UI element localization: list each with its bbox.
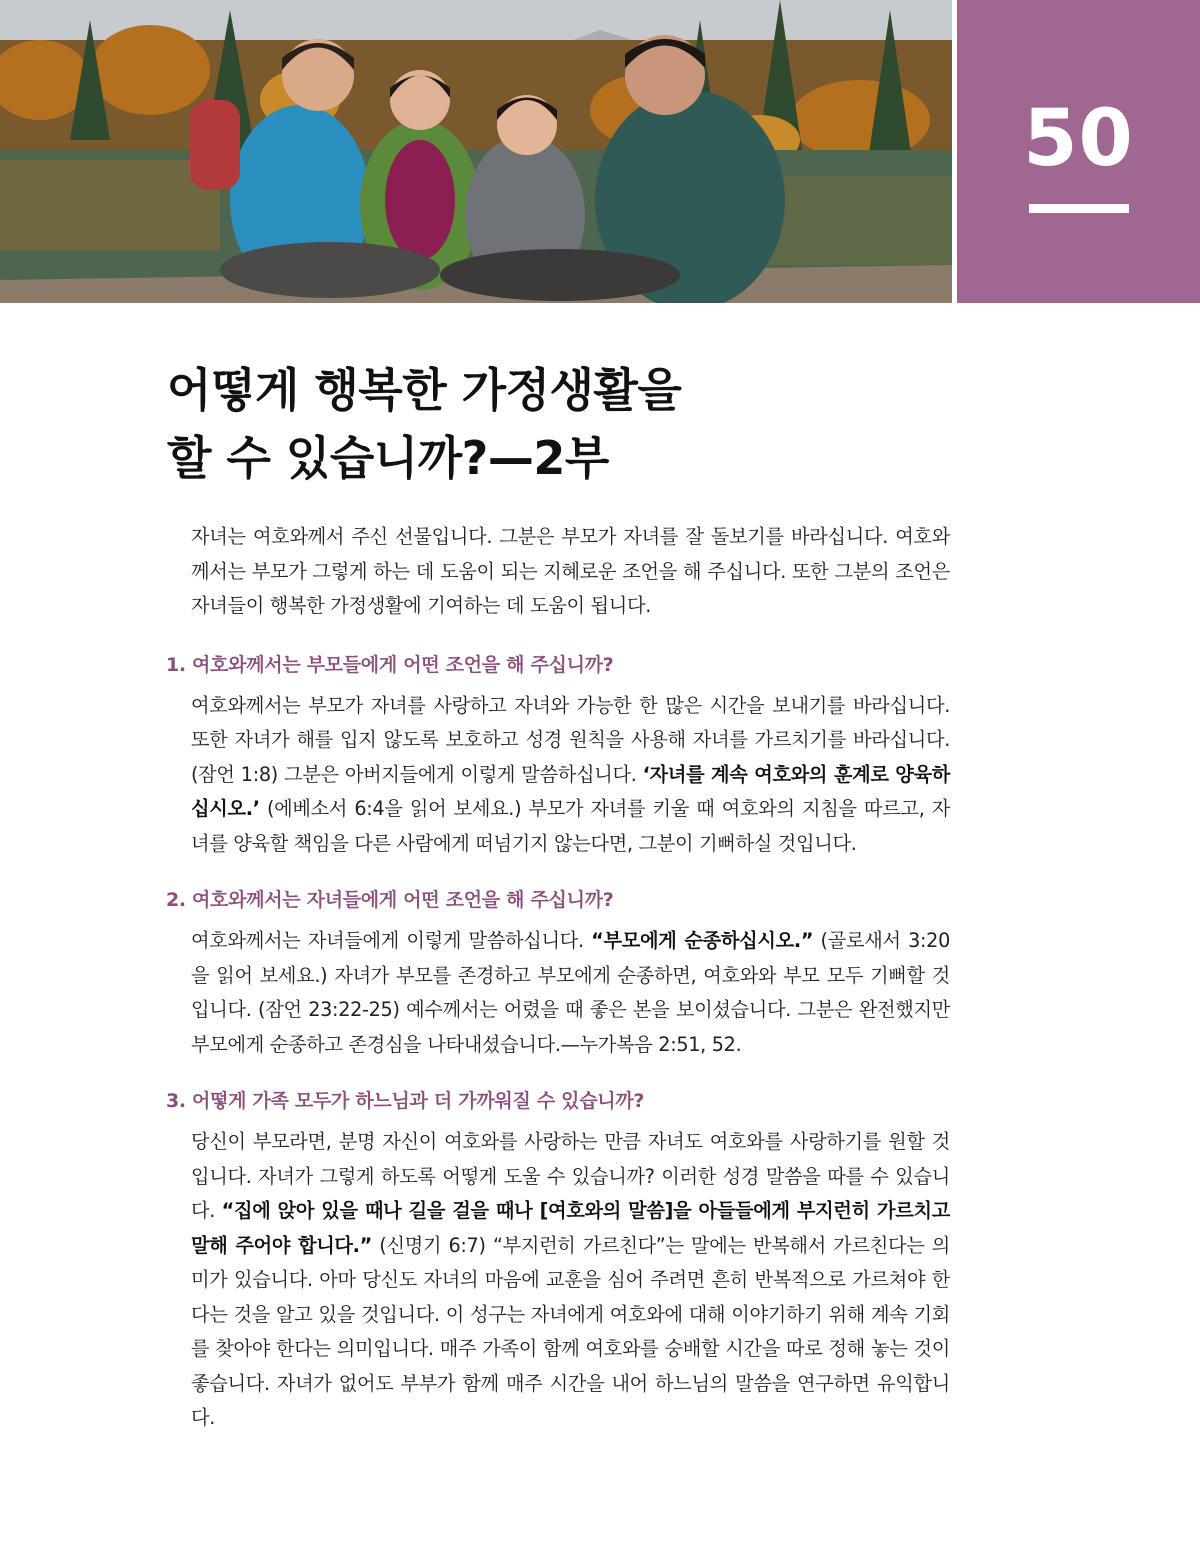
answer-text: (에베소서 6:4을 읽어 보세요.) 부모가 자녀를 키울 때 여호와의 지침을 따르고, 자녀를 양육할 책임을 다른 사람에게 떠넘기지 않는다면, 그분이 기뻐하실 것입니다.	[191, 797, 950, 855]
question-text: 여호와께서는 부모들에게 어떤 조언을 해 주십니까?	[192, 653, 614, 676]
page-title	[167, 356, 967, 492]
family-by-lake-photo	[0, 0, 952, 303]
chapter-number: 50	[1023, 94, 1134, 184]
answer-text: 여호와께서는 부모가 자녀를 사랑하고 자녀와 가능한 한 많은 시간을 보내기를 바라십니다. 또한 자녀가 해를 입지 않도록 보호하고 성경 원칙을 사용해 자녀를 가르치기를 바라십니다. (잠언 1:8) 그분은 아버지들에게 이렇게 말씀하십니다.	[191, 693, 950, 786]
answer-1	[191, 689, 950, 862]
answer-2	[191, 924, 950, 1062]
scripture-quote: “부모에게 순종하십시오.”	[591, 929, 814, 952]
answer-3	[191, 1125, 950, 1436]
scripture-quote: ‘자녀를 계속 여호와의 훈계로 양육하십시오.’	[191, 762, 950, 820]
question-2	[166, 885, 950, 915]
chapter-underline	[1029, 204, 1129, 213]
question-number: 2.	[166, 889, 186, 911]
page-title-line-2: 할 수 있습니까?—2부	[167, 431, 609, 485]
answer-text: (신명기 6:7) “부지런히 가르친다”는 말에는 반복해서 가르친다는 의미가 있습니다. 아마 당신도 자녀의 마음에 교훈을 심어 주려면 흔히 반복적으로 가르쳐야 한다는 것을 알고 있을 것입니다. 이 성구는 자녀에게 여호와에 대해 이야기하기 위해 계속 기회를 찾아야 한다는 의미입니다. 매주 가족이 함께 여호와를 숭배할 시간을 따로 정해 놓는 것이 좋습니다. 자녀가 없어도 부부가 함께 매주 시간을 내어 하느님의 말씀을 연구하면 유익합니다.	[191, 1233, 950, 1429]
question-text: 여호와께서는 자녀들에게 어떤 조언을 해 주십니까?	[192, 889, 614, 911]
question-text: 어떻게 가족 모두가 하느님과 더 가까워질 수 있습니까?	[192, 1090, 645, 1112]
page-title-line-1: 어떻게 행복한 가정생활을	[167, 363, 682, 417]
header-photo	[0, 0, 952, 303]
question-1	[166, 650, 950, 680]
intro-paragraph: 자녀는 여호와께서 주신 선물입니다. 그분은 부모가 자녀를 잘 돌보기를 바라십니다. 여호와께서는 부모가 그렇게 하는 데 도움이 되는 지혜로운 조언을 해 주십니다. 또한 그분의 조언은 자녀들이 행복한 가정생활에 기여하는 데 도움이 됩니다.	[191, 525, 950, 617]
answer-text: (골로새서 3:20을 읽어 보세요.) 자녀가 부모를 존경하고 부모에게 순종하면, 여호와와 부모 모두 기뻐할 것입니다. (잠언 23:22-25) 예수께서는 어렸을 때 좋은 본을 보이셨습니다. 그분은 완전했지만 부모에게 순종하고 존경심을 나타내셨습니다.—누가복음 2:51, 52.	[191, 929, 950, 1056]
scripture-quote: “집에 앉아 있을 때나 길을 걸을 때나 [여호와의 말씀]을 아들들에게 부지런히 가르치고 말해 주어야 합니다.”	[191, 1199, 950, 1257]
question-number: 3.	[166, 1090, 186, 1112]
question-3	[166, 1086, 950, 1116]
chapter-number-box	[957, 0, 1200, 303]
question-number: 1.	[166, 653, 186, 676]
answer-text: 당신이 부모라면, 분명 자신이 여호와를 사랑하는 만큼 자녀도 여호와를 사랑하기를 원할 것입니다. 자녀가 그렇게 하도록 어떻게 도울 수 있습니까? 이러한 성경 말씀을 따를 수 있습니다.	[191, 1130, 950, 1222]
article-body	[166, 520, 950, 1460]
answer-text: 여호와께서는 자녀들에게 이렇게 말씀하십니다.	[191, 929, 592, 952]
